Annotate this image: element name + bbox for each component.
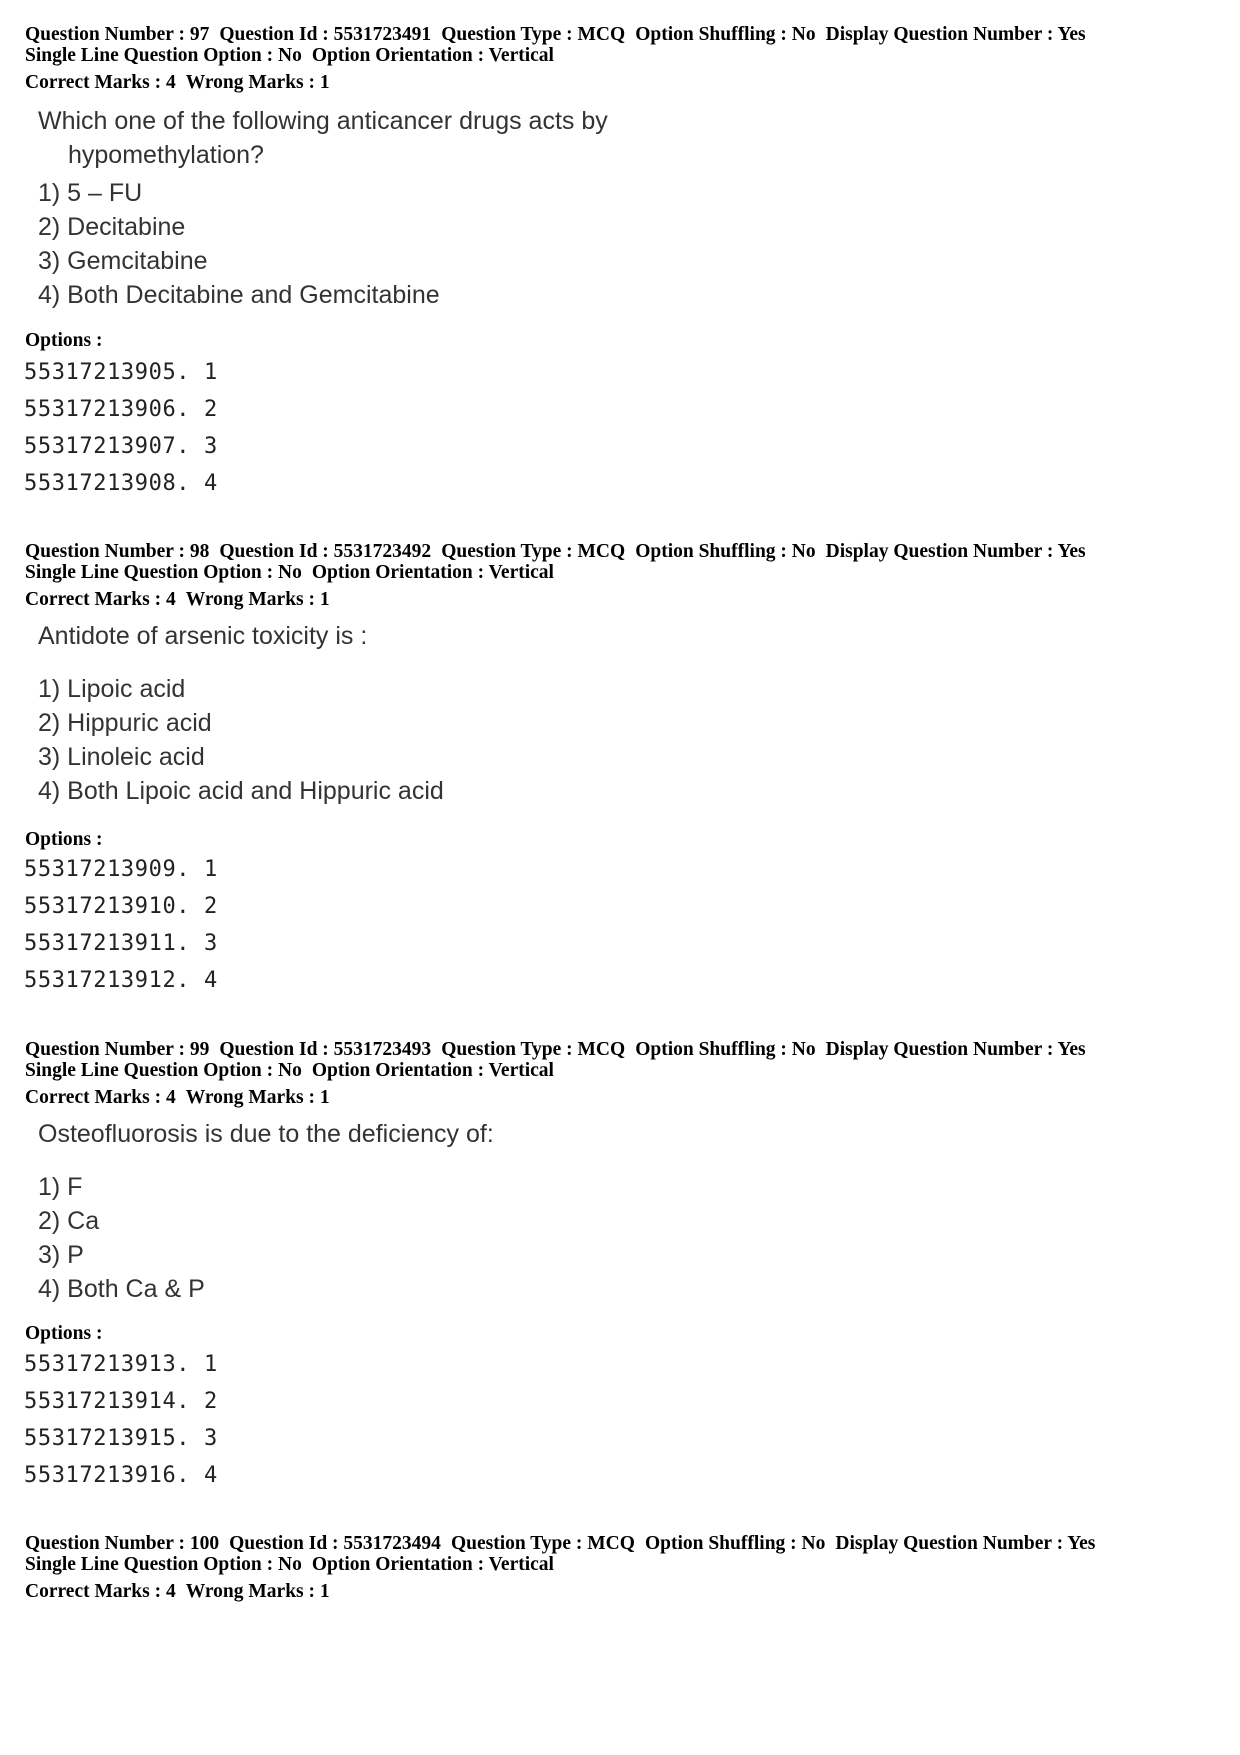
question-99-header: [25, 1039, 1225, 1108]
option-id-3: 55317213907. 3: [24, 434, 218, 459]
question-98-meta-line2: [25, 562, 1225, 583]
wrong-marks: Wrong Marks : 1: [185, 1087, 330, 1108]
question-99-meta-line2: [25, 1060, 1225, 1081]
choice-4: 4) Both Lipoic acid and Hippuric acid: [38, 777, 444, 805]
option-id-4: 55317213916. 4: [24, 1463, 218, 1488]
question-97-body: [38, 104, 608, 312]
options-label: Options :: [25, 1323, 103, 1344]
option-id-3: 55317213911. 3: [24, 931, 218, 956]
question-100-meta-line1: [25, 1533, 1225, 1554]
single-line-option: Single Line Question Option : No: [25, 45, 302, 66]
display-question-number: Display Question Number : Yes: [825, 24, 1086, 45]
question-type: Question Type : MCQ: [441, 1039, 626, 1060]
option-orientation: Option Orientation : Vertical: [311, 1554, 554, 1575]
display-question-number: Display Question Number : Yes: [825, 541, 1086, 562]
question-97-meta-line1: [25, 24, 1225, 45]
question-98-meta-line1: [25, 541, 1225, 562]
option-id-2: 55317213910. 2: [24, 894, 218, 919]
question-id: Question Id : 5531723493: [219, 1039, 432, 1060]
question-number: Question Number : 98: [25, 541, 210, 562]
option-orientation: Option Orientation : Vertical: [311, 1060, 554, 1081]
option-shuffling: Option Shuffling : No: [635, 541, 816, 562]
single-line-option: Single Line Question Option : No: [25, 562, 302, 583]
question-number: Question Number : 100: [25, 1533, 220, 1554]
question-97-meta-line2: [25, 45, 1225, 66]
choice-2: 2) Decitabine: [38, 213, 186, 241]
wrong-marks: Wrong Marks : 1: [185, 1581, 330, 1602]
correct-marks: Correct Marks : 4: [25, 589, 176, 610]
choice-3: 3) Linoleic acid: [38, 743, 205, 771]
question-98-header: [25, 541, 1225, 610]
option-id-3: 55317213915. 3: [24, 1426, 218, 1451]
correct-marks: Correct Marks : 4: [25, 72, 176, 93]
question-number: Question Number : 97: [25, 24, 210, 45]
option-id-4: 55317213908. 4: [24, 471, 218, 496]
question-97-header: [25, 24, 1225, 93]
question-id: Question Id : 5531723492: [219, 541, 432, 562]
option-shuffling: Option Shuffling : No: [635, 24, 816, 45]
wrong-marks: Wrong Marks : 1: [185, 589, 330, 610]
option-id-4: 55317213912. 4: [24, 968, 218, 993]
single-line-option: Single Line Question Option : No: [25, 1554, 302, 1575]
option-orientation: Option Orientation : Vertical: [311, 562, 554, 583]
choice-4: 4) Both Ca & P: [38, 1275, 205, 1303]
question-98-marks: [25, 589, 1225, 610]
question-100-header: [25, 1533, 1225, 1602]
question-stem: Which one of the following anticancer drugs acts by: [38, 107, 608, 135]
option-id-1: 55317213913. 1: [24, 1352, 218, 1377]
option-orientation: Option Orientation : Vertical: [311, 45, 554, 66]
question-99-body: [38, 1117, 494, 1306]
question-id: Question Id : 5531723491: [219, 24, 432, 45]
question-100-marks: [25, 1581, 1225, 1602]
single-line-option: Single Line Question Option : No: [25, 1060, 302, 1081]
display-question-number: Display Question Number : Yes: [825, 1039, 1086, 1060]
question-stem: Osteofluorosis is due to the deficiency of:: [38, 1120, 494, 1148]
options-label: Options :: [25, 330, 103, 351]
question-type: Question Type : MCQ: [441, 541, 626, 562]
choice-3: 3) Gemcitabine: [38, 247, 208, 275]
choice-1: 1) Lipoic acid: [38, 675, 186, 703]
question-type: Question Type : MCQ: [441, 24, 626, 45]
choice-1: 1) F: [38, 1173, 83, 1201]
option-id-2: 55317213914. 2: [24, 1389, 218, 1414]
correct-marks: Correct Marks : 4: [25, 1087, 176, 1108]
display-question-number: Display Question Number : Yes: [835, 1533, 1096, 1554]
question-type: Question Type : MCQ: [450, 1533, 635, 1554]
choice-2: 2) Hippuric acid: [38, 709, 212, 737]
choice-1: 1) 5 – FU: [38, 179, 143, 207]
question-stem: Antidote of arsenic toxicity is :: [38, 622, 368, 650]
wrong-marks: Wrong Marks : 1: [185, 72, 330, 93]
choice-2: 2) Ca: [38, 1207, 100, 1235]
question-98-body: [38, 619, 444, 808]
choice-3: 3) P: [38, 1241, 84, 1269]
option-id-2: 55317213906. 2: [24, 397, 218, 422]
question-99-marks: [25, 1087, 1225, 1108]
question-99-meta-line1: [25, 1039, 1225, 1060]
question-stem-continued: hypomethylation?: [68, 141, 264, 169]
question-number: Question Number : 99: [25, 1039, 210, 1060]
options-label: Options :: [25, 829, 103, 850]
question-100-meta-line2: [25, 1554, 1225, 1575]
correct-marks: Correct Marks : 4: [25, 1581, 176, 1602]
question-id: Question Id : 5531723494: [229, 1533, 441, 1554]
option-shuffling: Option Shuffling : No: [644, 1533, 826, 1554]
question-97-marks: [25, 72, 1225, 93]
option-id-1: 55317213909. 1: [24, 857, 218, 882]
choice-4: 4) Both Decitabine and Gemcitabine: [38, 281, 440, 309]
option-shuffling: Option Shuffling : No: [635, 1039, 816, 1060]
option-id-1: 55317213905. 1: [24, 360, 218, 385]
